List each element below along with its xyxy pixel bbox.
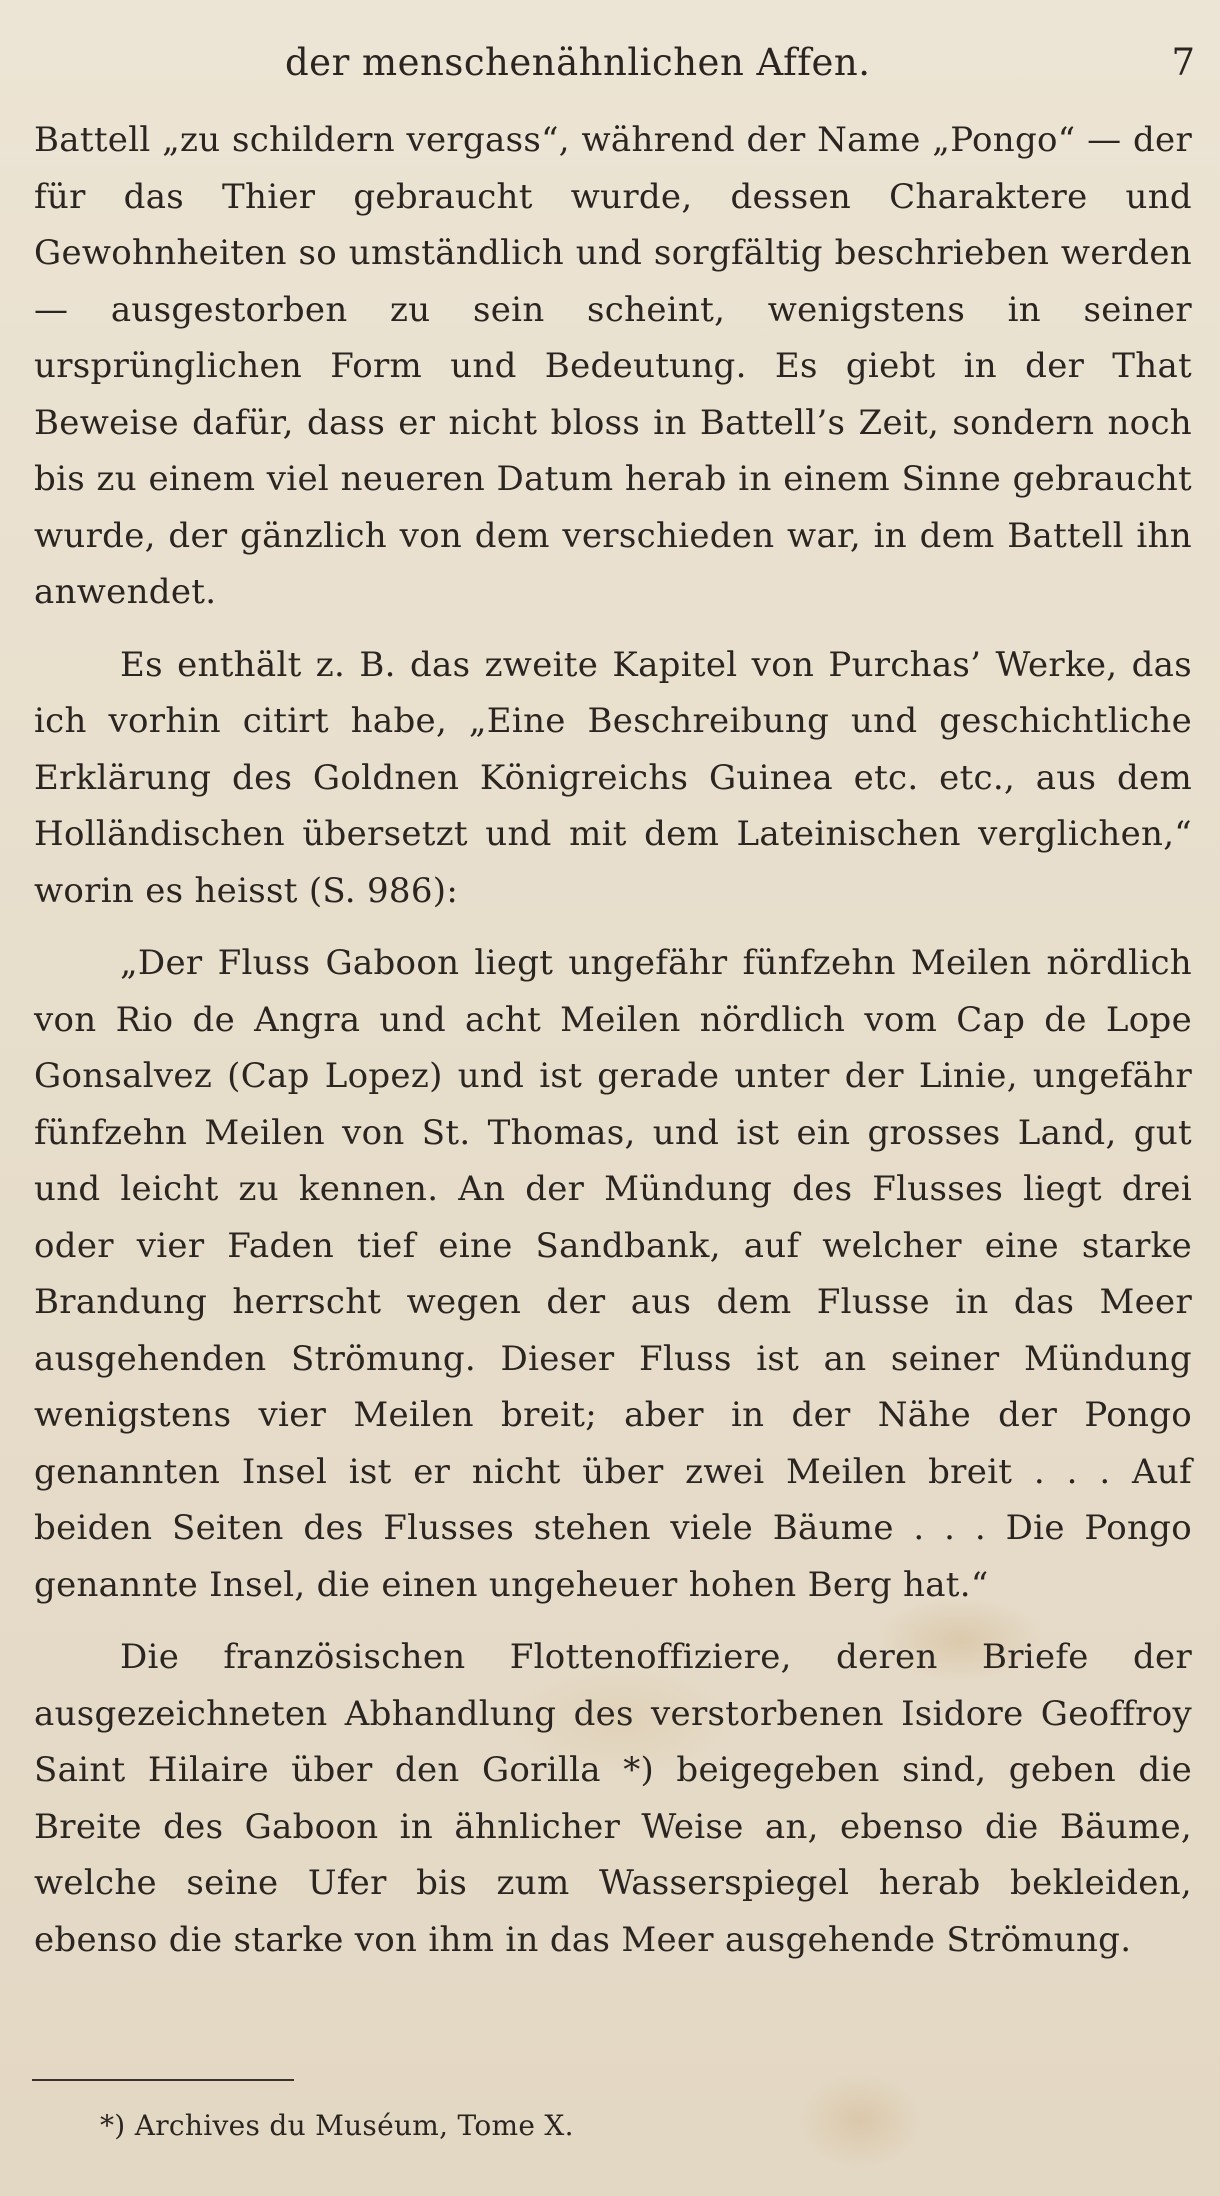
paragraph-continuation: Battell „zu schildern vergass“, während der Name „Pongo“ — der für das Thier gebraucht wurde, dessen Charaktere und Gewohnheiten so umständlich und sorgfältig beschrieben werden — ausgestorben zu sein scheint, wenigstens in seiner ursprünglichen Form und Bedeutung. Es giebt in der That Beweise dafür, dass er nicht bloss in Battell’s Zeit, sondern noch bis zu einem viel neueren Datum herab in einem Sinne gebraucht wurde, der gänzlich von dem verschieden war, in dem Battell ihn anwendet. xyxy=(34,120,1192,612)
paragraph-quotation: „Der Fluss Gaboon liegt ungefähr fünfzehn Meilen nördlich von Rio de Angra und acht Meilen nördlich vom Cap de Lope Gonsalvez (Cap Lopez) und ist gerade unter der Linie, ungefähr fünfzehn Meilen von St. Thomas, und ist ein grosses Land, gut und leicht zu kennen. An der Mündung des Flusses liegt drei oder vier Faden tief eine Sandbank, auf welcher eine starke Brandung herrscht wegen der aus dem Flusse in das Meer ausgehenden Strömung. Dieser Fluss ist an seiner Mündung wenigstens vier Meilen breit; aber in der Nähe der Pongo genannten Insel ist er nicht über zwei Meilen breit . . . Auf beiden Seiten des Flusses stehen viele Bäume . . . Die Pongo genannte Insel, die einen ungeheuer hohen Berg hat.“ xyxy=(34,943,1192,1605)
paragraph-french-officers: Die französischen Flottenoffiziere, deren Briefe der ausgezeichneten Abhandlung des verstorbenen Isidore Geoffroy Saint Hilaire über den Gorilla *) beigegeben sind, geben die Breite des Gaboon in ähnlicher Weise an, ebenso die Bäume, welche seine Ufer bis zum Wasserspiegel herab bekleiden, ebenso die starke von ihm in das Meer ausgehende Strömung. xyxy=(34,1637,1192,1960)
paragraph-purchas: Es enthält z. B. das zweite Kapitel von Purchas’ Werke, das ich vorhin citirt habe, „Eine Beschreibung und geschichtliche Erklärung des Goldnen Königreichs Guinea etc. etc., aus dem Holländischen übersetzt und mit dem Lateinischen verglichen,“ worin es heisst (S. 986): xyxy=(34,644,1192,911)
running-title: der menschenähnlichen Affen. xyxy=(285,41,871,84)
footnote-rule xyxy=(32,2079,294,2081)
footnote: *) Archives du Muséum, Tome X. xyxy=(100,2109,574,2142)
page-header xyxy=(30,38,1195,88)
page-number: 7 xyxy=(1171,41,1195,84)
body-text xyxy=(34,112,1192,1968)
